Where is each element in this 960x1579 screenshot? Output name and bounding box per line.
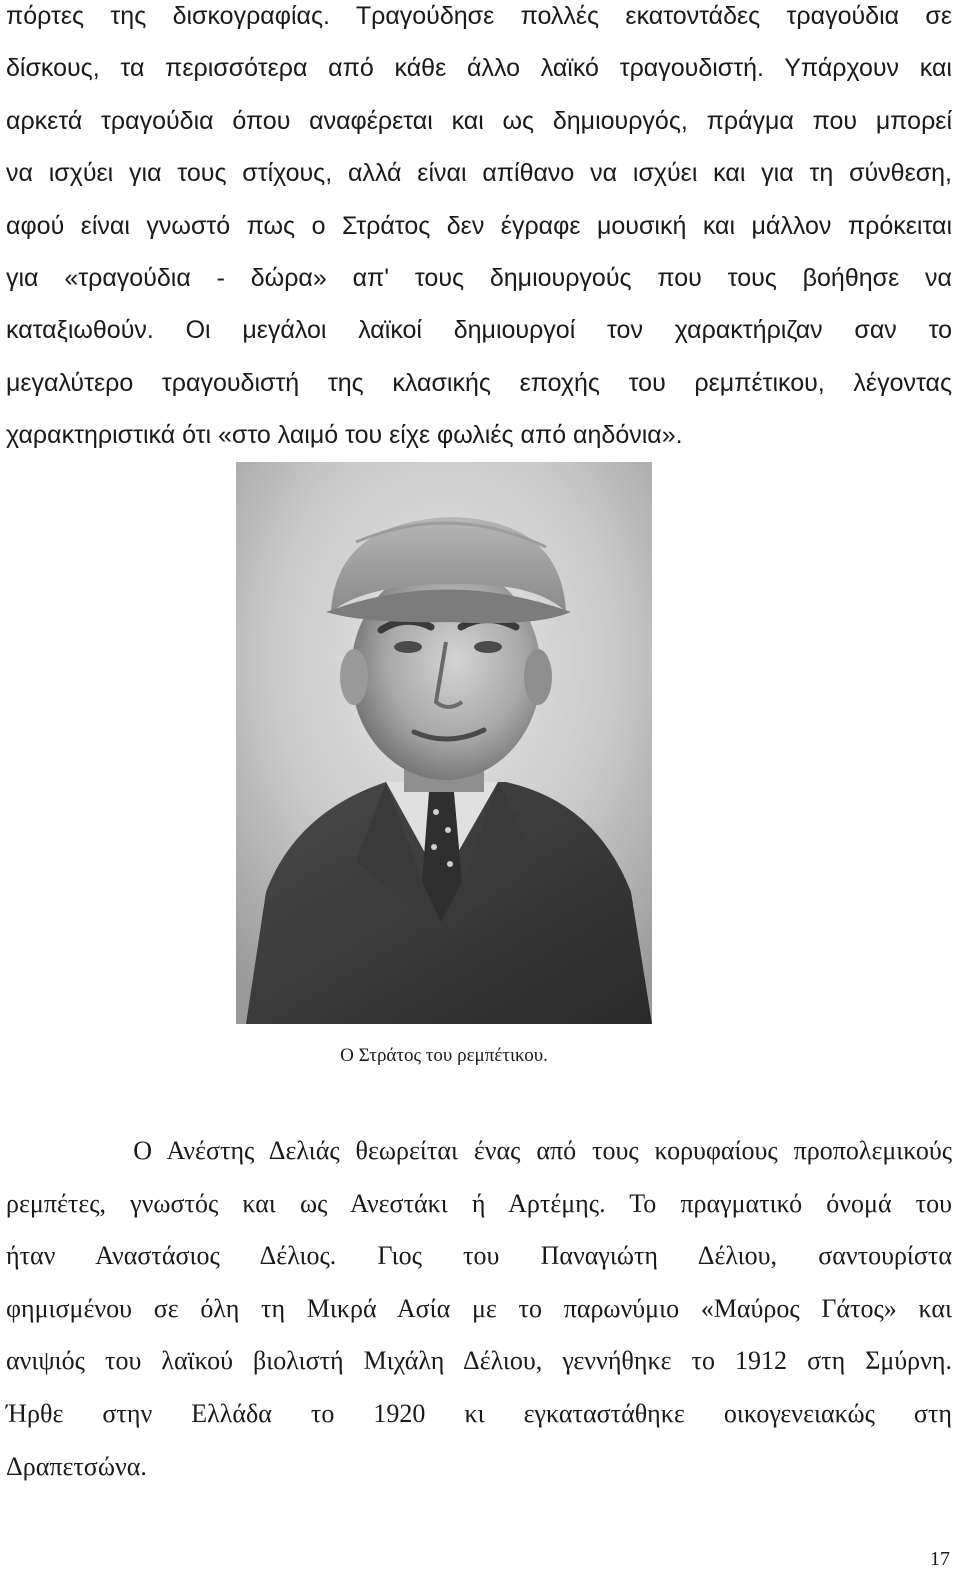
text-line: χαρακτηριστικά ότι «στο λαιμό του είχε φωλιές από αηδόνια». [6,421,683,450]
text-line: ρεμπέτες, γνωστός και ως Ανεστάκι ή Αρτέμης. Το πραγματικό όνομά του [6,1188,952,1218]
text-line: να ισχύει για τους στίχους, αλλά είναι απίθανο να ισχύει και για τη σύνθεση, [6,159,952,188]
text-line: Ήρθε στην Ελλάδα το 1920 κι εγκαταστάθηκε οικογενειακώς στη [6,1398,952,1428]
text-line: φημισμένου σε όλη τη Μικρά Ασία με το παρωνύμιο «Μαύρος Γάτος» και [6,1293,952,1323]
text-line: αφού είναι γνωστό πως ο Στράτος δεν έγραφε μουσική και μάλλον πρόκειται [6,211,952,240]
page-number: 17 [930,1548,950,1570]
text-line: δίσκους, τα περισσότερα από κάθε άλλο λαϊκό τραγουδιστή. Υπάρχουν και [6,54,952,83]
portrait-photo [236,462,652,1024]
top-paragraph [6,0,952,462]
text-line: για «τραγούδια - δώρα» απ' τους δημιουργούς που τους βοήθησε να [6,264,952,293]
text-line: Ο Ανέστης Δελιάς θεωρείται ένας από τους κορυφαίους προπολεμικούς [6,1136,952,1165]
text-line: πόρτες της δισκογραφίας. Τραγούδησε πολλές εκατοντάδες τραγούδια σε [6,2,952,30]
text-line: Δραπετσώνα. [6,1451,147,1481]
text-line: καταξιωθούν. Οι μεγάλοι λαϊκοί δημιουργοί τον χαρακτήριζαν σαν το [6,316,952,345]
bottom-paragraph [6,1125,952,1493]
text-line: μεγαλύτερο τραγουδιστή της κλασικής εποχής του ρεμπέτικου, λέγοντας [6,368,952,397]
text-line: ήταν Αναστάσιος Δέλιος. Γιος του Παναγιώτη Δέλιου, σαντουρίστα [6,1241,952,1271]
text-line: ανιψιός του λαϊκού βιολιστή Μιχάλη Δέλιου, γεννήθηκε το 1912 στη Σμύρνη. [6,1346,952,1376]
text-line: αρκετά τραγούδια όπου αναφέρεται και ως δημιουργός, πράγμα που μπορεί [6,106,952,135]
photo-caption: Ο Στράτος του ρεμπέτικου. [340,1045,548,1066]
